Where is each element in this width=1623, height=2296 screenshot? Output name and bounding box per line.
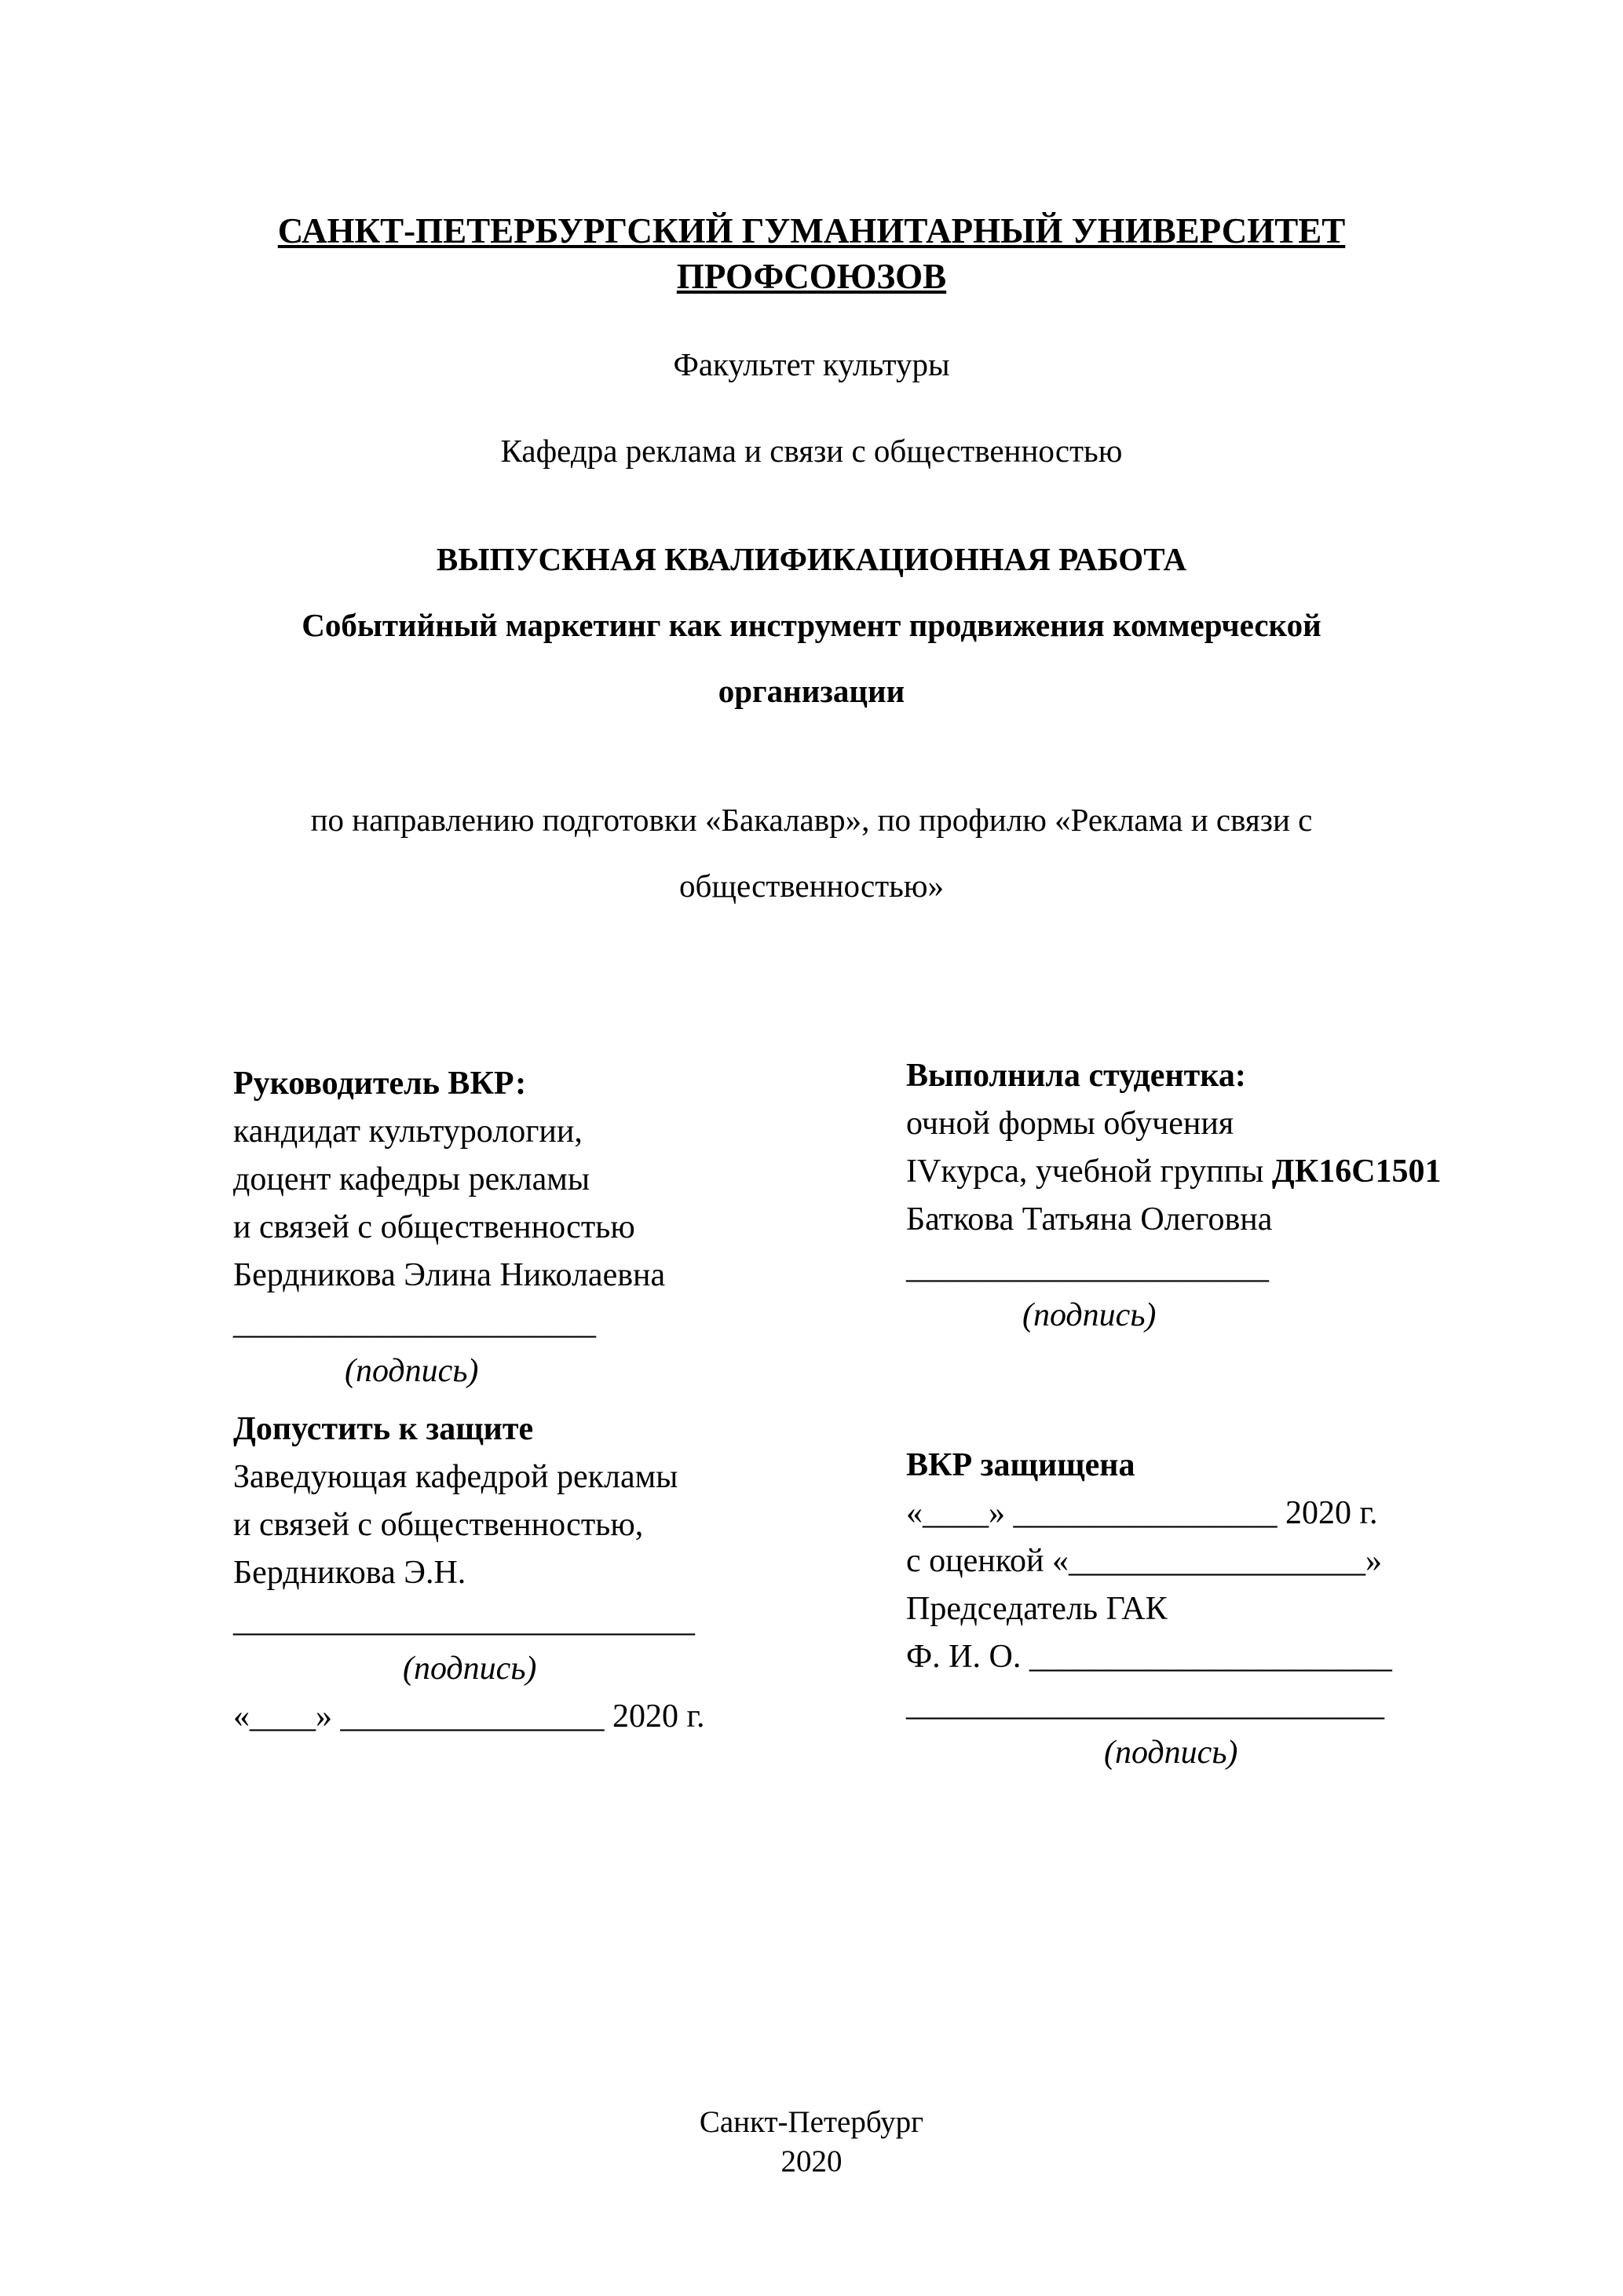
student-heading: Выполнила студентка:	[906, 1058, 1246, 1094]
supervisor-block	[233, 1060, 665, 1395]
footer-city: Санкт-Петербург	[699, 2105, 924, 2139]
direction-line2: общественностью»	[679, 868, 944, 904]
admission-signature-caption: (подпись)	[403, 1651, 537, 1687]
direction-line1: по направлению подготовки «Бакалавр», по профилю «Реклама и связи с	[310, 802, 1313, 838]
admission-heading: Допустить к защите	[233, 1411, 534, 1447]
admission-position-cont: и связей с общественностью,	[233, 1507, 644, 1543]
supervisor-position: доцент кафедры рекламы	[233, 1161, 590, 1197]
admission-date-line: «____» ________________ 2020 г.	[233, 1698, 705, 1735]
defense-signature-caption: (подпись)	[1104, 1735, 1238, 1771]
work-topic-line2: организации	[718, 673, 905, 709]
admission-signature-line: ____________________________	[233, 1603, 695, 1639]
student-group: ДК16С1501	[1271, 1153, 1442, 1190]
supervisor-signature-line: ______________________	[233, 1305, 596, 1341]
student-name: Баткова Татьяна Олеговна	[906, 1201, 1273, 1238]
student-signature-caption: (подпись)	[1022, 1297, 1157, 1333]
student-course-group	[906, 1148, 1442, 1196]
supervisor-name: Бердникова Элина Николаевна	[233, 1257, 666, 1293]
defense-grade-line: с оценкой «__________________»	[906, 1543, 1382, 1579]
work-topic-line1: Событийный маркетинг как инструмент продвижения коммерческой	[302, 607, 1321, 643]
student-block	[906, 1052, 1442, 1340]
admission-block	[233, 1406, 705, 1741]
defense-block	[906, 1442, 1392, 1777]
student-course: IVкурса, учебной группы	[906, 1153, 1272, 1190]
department-name: Кафедра реклама и связи с общественностью	[500, 433, 1123, 469]
admission-name: Бердникова Э.Н.	[233, 1555, 466, 1591]
supervisor-degree: кандидат культурологии,	[233, 1113, 583, 1150]
supervisor-position-cont: и связей с общественностью	[233, 1209, 635, 1245]
faculty-name: Факультет культуры	[673, 346, 950, 382]
footer-year: 2020	[780, 2144, 843, 2178]
defense-heading: ВКР защищена	[906, 1447, 1135, 1483]
supervisor-heading: Руководитель ВКР:	[233, 1066, 527, 1102]
supervisor-signature-caption: (подпись)	[345, 1353, 479, 1389]
defense-date-line: «____» ________________ 2020 г.	[906, 1495, 1378, 1531]
university-name-line2: ПРОФСОЮЗОВ	[676, 257, 947, 296]
university-name-line1: САНКТ-ПЕТЕРБУРГСКИЙ ГУМАНИТАРНЫЙ УНИВЕРСИТЕТ	[277, 211, 1346, 250]
work-type: ВЫПУСКНАЯ КВАЛИФИКАЦИОННАЯ РАБОТА	[436, 541, 1187, 577]
defense-chair: Председатель ГАК	[906, 1591, 1168, 1627]
defense-fio-line: Ф. И. О. ______________________	[906, 1639, 1392, 1675]
defense-signature-line: _____________________________	[906, 1687, 1384, 1723]
admission-position: Заведующая кафедрой рекламы	[233, 1459, 678, 1495]
student-signature-line: ______________________	[906, 1249, 1269, 1285]
student-study-form: очной формы обучения	[906, 1106, 1234, 1142]
